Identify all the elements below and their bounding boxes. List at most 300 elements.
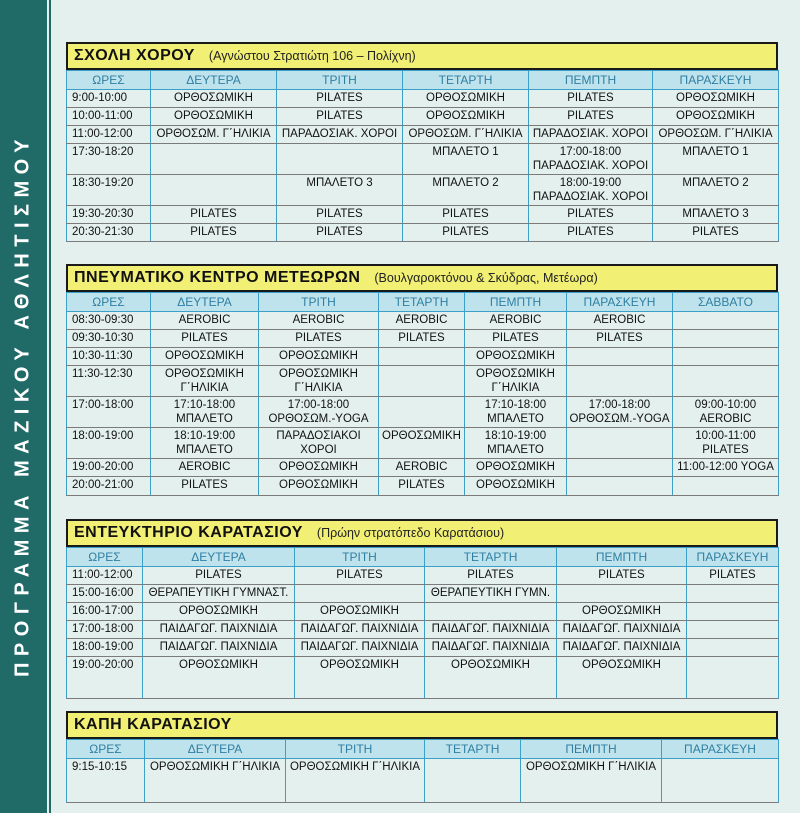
- table-header-row: [67, 740, 779, 759]
- activity-cell: [521, 759, 662, 803]
- cell-line: ΠΑΙΔΑΓΩΓ. ΠΑΙΧΝΙΔΙΑ: [159, 641, 278, 653]
- cell-line: ΟΡΘΟΣΩΜΙΚΗ: [676, 110, 755, 122]
- activity-cell: [673, 477, 779, 496]
- activity-cell: [295, 603, 425, 621]
- cell-line: ΠΑΡΑΔΟΣΙΑΚ. ΧΟΡΟΙ: [532, 128, 649, 140]
- cell-line: AEROBIC: [489, 314, 542, 326]
- cell-line: ΠΑΙΔΑΓΩΓ. ΠΑΙΧΝΙΔΙΑ: [431, 641, 550, 653]
- time-cell: [67, 126, 151, 144]
- cell-line: 16:00-17:00: [72, 605, 134, 617]
- cell-line: AEROBIC: [699, 413, 752, 425]
- activity-cell: [151, 330, 259, 348]
- activity-cell: [557, 567, 687, 585]
- activity-cell: [259, 366, 379, 397]
- activity-cell: [151, 348, 259, 366]
- activity-cell: [277, 224, 403, 242]
- section-title: ΕΝΤΕΥΚΤΗΡΙΟ ΚΑΡΑΤΑΣΙΟΥ: [74, 524, 303, 541]
- activity-cell: [379, 397, 465, 428]
- cell-line: PILATES: [195, 569, 242, 581]
- cell-line: PILATES: [181, 479, 228, 491]
- time-cell: [67, 330, 151, 348]
- sidebar-divider: [49, 0, 51, 813]
- table-row: [67, 397, 779, 428]
- activity-cell: [143, 603, 295, 621]
- activity-cell: [687, 639, 779, 657]
- cell-line: 9:00-10:00: [72, 92, 127, 104]
- table-row: [67, 621, 779, 639]
- cell-line: 09:00-10:00: [694, 399, 757, 411]
- cell-line: ΟΡΘΟΣΩΜΙΚΗ: [279, 368, 358, 380]
- activity-cell: [567, 397, 673, 428]
- cell-line: ΟΡΘΟΣΩΜΙΚΗ: [476, 350, 555, 362]
- header-thursday: ΠΕΜΠΤΗ: [557, 548, 687, 567]
- activity-cell: [259, 428, 379, 459]
- cell-line: PILATES: [567, 110, 614, 122]
- header-hours: ΩΡΕΣ: [67, 293, 151, 312]
- activity-cell: [145, 759, 286, 803]
- sidebar-title: ΠΡΟΓΡΑΜΜΑ ΜΑΖΙΚΟΥ ΑΘΛΗΤΙΣΜΟΥ: [11, 132, 34, 678]
- activity-cell: [465, 459, 567, 477]
- activity-cell: [379, 459, 465, 477]
- activity-cell: [379, 348, 465, 366]
- header-tuesday: ΤΡΙΤΗ: [277, 71, 403, 90]
- cell-line: PILATES: [295, 332, 342, 344]
- activity-cell: [379, 428, 465, 459]
- time-cell: [67, 348, 151, 366]
- activity-cell: [151, 397, 259, 428]
- time-cell: [67, 175, 151, 206]
- activity-cell: [143, 567, 295, 585]
- activity-cell: [465, 366, 567, 397]
- activity-cell: [151, 206, 277, 224]
- cell-line: 17:10-18:00: [484, 399, 547, 411]
- cell-line: ΠΑΙΔΑΓΩΓ. ΠΑΙΧΝΙΔΙΑ: [300, 623, 419, 635]
- cell-line: ΟΡΘΟΣΩΜΙΚΗ Γ΄ΗΛΙΚΙΑ: [525, 761, 657, 773]
- cell-line: PILATES: [567, 208, 614, 220]
- section-header: [66, 264, 778, 292]
- table-row: [67, 459, 779, 477]
- cell-line: PILATES: [567, 226, 614, 238]
- cell-line: ΟΡΘΟΣΩΜΙΚΗ: [279, 350, 358, 362]
- cell-line: ΟΡΘΟΣΩΜΙΚΗ: [320, 659, 399, 671]
- activity-cell: [379, 366, 465, 397]
- header-friday: ΠΑΡΑΣΚΕΥΗ: [567, 293, 673, 312]
- time-cell: [67, 428, 151, 459]
- cell-line: ΜΠΑΛΕΤΟ: [487, 413, 544, 425]
- activity-cell: [151, 477, 259, 496]
- cell-line: AEROBIC: [292, 314, 345, 326]
- cell-line: ΟΡΘΟΣΩΜΙΚΗ: [676, 92, 755, 104]
- cell-line: 19:00-20:00: [72, 461, 134, 473]
- section-meteora-center: [66, 264, 778, 496]
- activity-cell: [673, 397, 779, 428]
- cell-line: ΠΑΙΔΑΓΩΓ. ΠΑΙΧΝΙΔΙΑ: [562, 623, 681, 635]
- table-row: [67, 144, 779, 175]
- table-header-row: [67, 293, 779, 312]
- section-title: ΠΝΕΥΜΑΤΙΚΟ ΚΕΝΤΡΟ ΜΕΤΕΩΡΩΝ: [74, 269, 361, 286]
- activity-cell: [425, 585, 557, 603]
- schedule-table: [66, 739, 779, 803]
- activity-cell: [143, 621, 295, 639]
- cell-line: PILATES: [596, 332, 643, 344]
- cell-line: PILATES: [190, 208, 237, 220]
- activity-cell: [403, 108, 529, 126]
- activity-cell: [567, 428, 673, 459]
- cell-line: ΠΑΡΑΔΟΣΙΑΚ. ΧΟΡΟΙ: [532, 191, 649, 203]
- cell-line: 10:00-11:00: [72, 110, 133, 122]
- table-row: [67, 759, 779, 803]
- activity-cell: [653, 175, 779, 206]
- activity-cell: [529, 90, 653, 108]
- table-row: [67, 366, 779, 397]
- time-cell: [67, 657, 143, 699]
- cell-line: AEROBIC: [178, 461, 231, 473]
- activity-cell: [567, 312, 673, 330]
- cell-line: 15:00-16:00: [72, 587, 134, 599]
- activity-cell: [557, 585, 687, 603]
- cell-line: ΟΡΘΟΣΩΜΙΚΗ: [582, 605, 661, 617]
- cell-line: 19:30-20:30: [72, 208, 134, 220]
- cell-line: 20:00-21:00: [72, 479, 134, 491]
- cell-line: ΟΡΘΟΣΩΜΙΚΗ: [426, 110, 505, 122]
- activity-cell: [259, 459, 379, 477]
- cell-line: PILATES: [442, 208, 489, 220]
- activity-cell: [673, 366, 779, 397]
- cell-line: ΜΠΑΛΕΤΟ: [487, 444, 544, 456]
- header-thursday: ΠΕΜΠΤΗ: [521, 740, 662, 759]
- activity-cell: [687, 657, 779, 699]
- cell-line: ΟΡΘΟΣΩΜΙΚΗ: [279, 479, 358, 491]
- cell-line: 19:00-20:00: [72, 659, 134, 671]
- cell-line: ΟΡΘΟΣΩΜ.-YOGA: [268, 413, 369, 425]
- activity-cell: [403, 90, 529, 108]
- cell-line: ΘΕΡΑΠΕΥΤΙΚΗ ΓΥΜΝΑΣΤ.: [148, 587, 289, 599]
- activity-cell: [673, 428, 779, 459]
- activity-cell: [529, 175, 653, 206]
- schedule-table: [66, 547, 779, 699]
- table-row: [67, 206, 779, 224]
- activity-cell: [425, 639, 557, 657]
- activity-cell: [151, 144, 277, 175]
- cell-line: 17:10-18:00: [173, 399, 236, 411]
- cell-line: 10:30-11:30: [72, 350, 133, 362]
- cell-line: PILATES: [598, 569, 645, 581]
- cell-line: ΟΡΘΟΣΩΜΙΚΗ: [320, 605, 399, 617]
- cell-line: PILATES: [398, 332, 445, 344]
- activity-cell: [557, 657, 687, 699]
- activity-cell: [465, 348, 567, 366]
- cell-line: ΟΡΘΟΣΩΜΙΚΗ Γ΄ΗΛΙΚΙΑ: [289, 761, 421, 773]
- header-wednesday: ΤΕΤΑΡΤΗ: [425, 548, 557, 567]
- activity-cell: [277, 175, 403, 206]
- header-hours: ΩΡΕΣ: [67, 740, 145, 759]
- header-friday: ΠΑΡΑΣΚΕΥΗ: [687, 548, 779, 567]
- cell-line: ΠΑΙΔΑΓΩΓ. ΠΑΙΧΝΙΔΙΑ: [431, 623, 550, 635]
- header-friday: ΠΑΡΑΣΚΕΥΗ: [653, 71, 779, 90]
- cell-line: ΠΑΡΑΔΟΣΙΑΚ. ΧΟΡΟΙ: [281, 128, 398, 140]
- cell-line: ΟΡΘΟΣΩΜΙΚΗ: [476, 479, 555, 491]
- time-cell: [67, 206, 151, 224]
- time-cell: [67, 90, 151, 108]
- cell-line: 18:00-19:00: [559, 177, 622, 189]
- activity-cell: [465, 477, 567, 496]
- section-header: [66, 42, 778, 70]
- activity-cell: [529, 206, 653, 224]
- activity-cell: [259, 348, 379, 366]
- activity-cell: [557, 621, 687, 639]
- cell-line: 11:30-12:30: [72, 368, 133, 380]
- activity-cell: [653, 206, 779, 224]
- cell-line: 11:00-12:00: [72, 128, 133, 140]
- time-cell: [67, 603, 143, 621]
- activity-cell: [465, 428, 567, 459]
- activity-cell: [425, 759, 521, 803]
- activity-cell: [557, 603, 687, 621]
- activity-cell: [567, 477, 673, 496]
- activity-cell: [151, 366, 259, 397]
- section-header: [66, 519, 778, 547]
- time-cell: [67, 585, 143, 603]
- activity-cell: [403, 175, 529, 206]
- activity-cell: [425, 621, 557, 639]
- activity-cell: [379, 330, 465, 348]
- header-monday: ΔΕΥΤΕΡΑ: [145, 740, 286, 759]
- activity-cell: [653, 224, 779, 242]
- activity-cell: [529, 224, 653, 242]
- activity-cell: [143, 585, 295, 603]
- time-cell: [67, 567, 143, 585]
- cell-line: AEROBIC: [593, 314, 646, 326]
- cell-line: 18:10-19:00: [484, 430, 547, 442]
- activity-cell: [557, 639, 687, 657]
- activity-cell: [567, 366, 673, 397]
- activity-cell: [151, 459, 259, 477]
- cell-line: PILATES: [567, 92, 614, 104]
- cell-line: ΟΡΘΟΣΩΜΙΚΗ: [582, 659, 661, 671]
- table-header-row: [67, 548, 779, 567]
- cell-line: PILATES: [398, 479, 445, 491]
- activity-cell: [673, 459, 779, 477]
- cell-line: ΜΠΑΛΕΤΟ 2: [682, 177, 749, 189]
- cell-line: ΘΕΡΑΠΕΥΤΙΚΗ ΓΥΜΝ.: [430, 587, 551, 599]
- table-row: [67, 330, 779, 348]
- cell-line: ΜΠΑΛΕΤΟ 1: [432, 146, 499, 158]
- cell-line: ΟΡΘΟΣΩΜΙΚΗ Γ΄ΗΛΙΚΙΑ: [149, 761, 281, 773]
- cell-line: ΧΟΡΟΙ: [300, 444, 337, 456]
- cell-line: ΟΡΘΟΣΩΜ. Γ΄ΗΛΙΚΙΑ: [408, 128, 523, 140]
- time-cell: [67, 108, 151, 126]
- time-cell: [67, 224, 151, 242]
- activity-cell: [295, 657, 425, 699]
- cell-line: ΜΠΑΛΕΤΟ 3: [306, 177, 373, 189]
- activity-cell: [379, 312, 465, 330]
- time-cell: [67, 459, 151, 477]
- time-cell: [67, 366, 151, 397]
- activity-cell: [259, 330, 379, 348]
- time-cell: [67, 312, 151, 330]
- table-row: [67, 657, 779, 699]
- activity-cell: [673, 312, 779, 330]
- activity-cell: [653, 144, 779, 175]
- cell-line: PILATES: [492, 332, 539, 344]
- schedule-table: [66, 292, 779, 496]
- cell-line: 08:30-09:30: [72, 314, 134, 326]
- cell-line: ΟΡΘΟΣΩΜΙΚΗ: [165, 350, 244, 362]
- cell-line: ΟΡΘΟΣΩΜΙΚΗ: [165, 368, 244, 380]
- cell-line: ΜΠΑΛΕΤΟ 3: [682, 208, 749, 220]
- activity-cell: [673, 330, 779, 348]
- sidebar-band: [0, 0, 47, 813]
- cell-line: ΟΡΘΟΣΩΜΙΚΗ: [279, 461, 358, 473]
- activity-cell: [687, 567, 779, 585]
- cell-line: PILATES: [336, 569, 383, 581]
- activity-cell: [151, 312, 259, 330]
- table-row: [67, 585, 779, 603]
- activity-cell: [403, 206, 529, 224]
- cell-line: ΟΡΘΟΣΩΜΙΚΗ: [476, 368, 555, 380]
- activity-cell: [295, 621, 425, 639]
- activity-cell: [687, 603, 779, 621]
- activity-cell: [403, 126, 529, 144]
- activity-cell: [403, 224, 529, 242]
- header-hours: ΩΡΕΣ: [67, 71, 151, 90]
- cell-line: 09:30-10:30: [72, 332, 134, 344]
- cell-line: ΠΑΡΑΔΟΣΙΑΚΟΙ: [276, 430, 361, 442]
- table-row: [67, 639, 779, 657]
- cell-line: Γ΄ΗΛΙΚΙΑ: [491, 382, 540, 394]
- activity-cell: [567, 459, 673, 477]
- activity-cell: [567, 330, 673, 348]
- cell-line: Γ΄ΗΛΙΚΙΑ: [180, 382, 229, 394]
- table-row: [67, 175, 779, 206]
- cell-line: ΜΠΑΛΕΤΟ: [176, 444, 233, 456]
- cell-line: 10:00-11:00: [695, 430, 756, 442]
- section-dance-school: [66, 42, 778, 242]
- section-subtitle: (Βουλγαροκτόνου & Σκύδρας, Μετέωρα): [374, 271, 598, 285]
- activity-cell: [567, 348, 673, 366]
- activity-cell: [379, 477, 465, 496]
- table-row: [67, 348, 779, 366]
- activity-cell: [277, 90, 403, 108]
- activity-cell: [529, 144, 653, 175]
- cell-line: 17:30-18:20: [72, 146, 134, 158]
- time-cell: [67, 144, 151, 175]
- cell-line: PILATES: [702, 444, 749, 456]
- cell-line: ΟΡΘΟΣΩΜ. Γ΄ΗΛΙΚΙΑ: [156, 128, 271, 140]
- cell-line: 9:15-10:15: [72, 761, 127, 773]
- header-tuesday: ΤΡΙΤΗ: [286, 740, 425, 759]
- cell-line: PILATES: [316, 226, 363, 238]
- cell-line: 18:10-19:00: [173, 430, 236, 442]
- activity-cell: [687, 621, 779, 639]
- activity-cell: [277, 108, 403, 126]
- activity-cell: [529, 108, 653, 126]
- cell-line: ΟΡΘΟΣΩΜΙΚΗ: [426, 92, 505, 104]
- header-friday: ΠΑΡΑΣΚΕΥΗ: [662, 740, 779, 759]
- activity-cell: [425, 657, 557, 699]
- cell-line: AEROBIC: [178, 314, 231, 326]
- activity-cell: [151, 224, 277, 242]
- cell-line: ΟΡΘΟΣΩΜ.-YOGA: [569, 413, 670, 425]
- cell-line: PILATES: [316, 110, 363, 122]
- activity-cell: [529, 126, 653, 144]
- activity-cell: [653, 108, 779, 126]
- cell-line: 18:30-19:20: [72, 177, 134, 189]
- section-subtitle: (Αγνώστου Στρατιώτη 106 – Πολίχνη): [208, 49, 416, 63]
- section-subtitle: (Πρώην στρατόπεδο Καρατάσιου): [316, 526, 505, 540]
- cell-line: ΠΑΙΔΑΓΩΓ. ΠΑΙΧΝΙΔΙΑ: [562, 641, 681, 653]
- cell-line: ΠΑΡΑΔΟΣΙΑΚ. ΧΟΡΟΙ: [532, 160, 649, 172]
- cell-line: Γ΄ΗΛΙΚΙΑ: [294, 382, 343, 394]
- cell-line: ΟΡΘΟΣΩΜΙΚΗ: [174, 110, 253, 122]
- cell-line: 20:30-21:30: [72, 226, 134, 238]
- activity-cell: [295, 639, 425, 657]
- cell-line: PILATES: [190, 226, 237, 238]
- cell-line: PILATES: [181, 332, 228, 344]
- header-wednesday: ΤΕΤΑΡΤΗ: [379, 293, 465, 312]
- table-row: [67, 477, 779, 496]
- activity-cell: [295, 567, 425, 585]
- activity-cell: [151, 428, 259, 459]
- activity-cell: [465, 397, 567, 428]
- activity-cell: [295, 585, 425, 603]
- table-row: [67, 126, 779, 144]
- table-row: [67, 603, 779, 621]
- header-tuesday: ΤΡΙΤΗ: [295, 548, 425, 567]
- header-wednesday: ΤΕΤΑΡΤΗ: [403, 71, 529, 90]
- cell-line: ΠΑΙΔΑΓΩΓ. ΠΑΙΧΝΙΔΙΑ: [159, 623, 278, 635]
- table-row: [67, 108, 779, 126]
- activity-cell: [277, 144, 403, 175]
- header-wednesday: ΤΕΤΑΡΤΗ: [425, 740, 521, 759]
- header-hours: ΩΡΕΣ: [67, 548, 143, 567]
- cell-line: ΜΠΑΛΕΤΟ: [176, 413, 233, 425]
- activity-cell: [143, 657, 295, 699]
- cell-line: 17:00-18:00: [287, 399, 350, 411]
- table-row: [67, 428, 779, 459]
- cell-line: ΜΠΑΛΕΤΟ 2: [432, 177, 499, 189]
- activity-cell: [259, 477, 379, 496]
- activity-cell: [259, 312, 379, 330]
- cell-line: 18:00-19:00: [72, 641, 134, 653]
- time-cell: [67, 639, 143, 657]
- activity-cell: [151, 175, 277, 206]
- cell-line: PILATES: [467, 569, 514, 581]
- cell-line: ΟΡΘΟΣΩΜΙΚΗ: [179, 605, 258, 617]
- activity-cell: [151, 108, 277, 126]
- time-cell: [67, 397, 151, 428]
- header-monday: ΔΕΥΤΕΡΑ: [151, 293, 259, 312]
- time-cell: [67, 621, 143, 639]
- time-cell: [67, 759, 145, 803]
- cell-line: AEROBIC: [395, 461, 448, 473]
- cell-line: ΠΑΙΔΑΓΩΓ. ΠΑΙΧΝΙΔΙΑ: [300, 641, 419, 653]
- cell-line: AEROBIC: [395, 314, 448, 326]
- cell-line: PILATES: [442, 226, 489, 238]
- header-tuesday: ΤΡΙΤΗ: [259, 293, 379, 312]
- table-row: [67, 312, 779, 330]
- table-row: [67, 224, 779, 242]
- section-title: ΚΑΠΗ ΚΑΡΑΤΑΣΙΟΥ: [74, 716, 232, 733]
- cell-line: PILATES: [692, 226, 739, 238]
- cell-line: PILATES: [316, 92, 363, 104]
- table-header-row: [67, 71, 779, 90]
- activity-cell: [687, 585, 779, 603]
- cell-line: 18:00-19:00: [72, 430, 134, 442]
- activity-cell: [151, 126, 277, 144]
- cell-line: ΟΡΘΟΣΩΜΙΚΗ: [174, 92, 253, 104]
- activity-cell: [403, 144, 529, 175]
